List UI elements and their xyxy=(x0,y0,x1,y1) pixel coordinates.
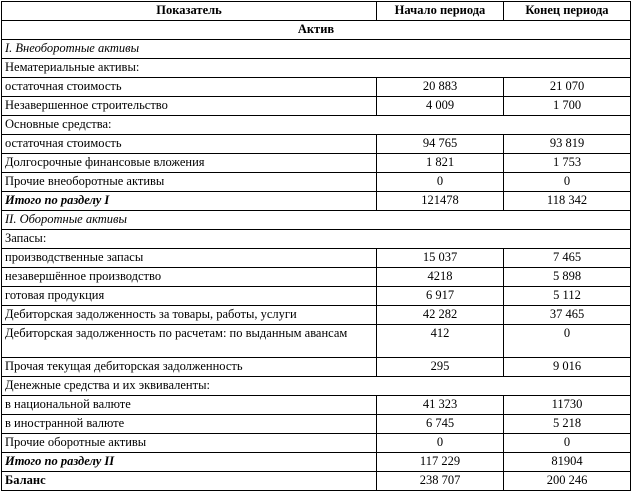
value-period-end: 9 016 xyxy=(504,358,631,377)
header-period-end: Конец периода xyxy=(504,2,631,21)
table-row xyxy=(2,59,631,78)
row-label: Итого по разделу I xyxy=(2,192,377,211)
table-row xyxy=(2,135,631,154)
value-period-end: 5 112 xyxy=(504,287,631,306)
row-label: Долгосрочные финансовые вложения xyxy=(2,154,377,173)
row-label: Дебиторская задолженность по расчетам: по выданным авансам xyxy=(2,325,377,358)
value-period-end: 5 218 xyxy=(504,415,631,434)
value-period-start: 42 282 xyxy=(377,306,504,325)
group-label: Запасы: xyxy=(2,230,631,249)
value-period-start: 6 917 xyxy=(377,287,504,306)
table-row xyxy=(2,230,631,249)
value-period-end: 1 700 xyxy=(504,97,631,116)
value-period-start: 238 707 xyxy=(377,472,504,491)
value-period-end: 0 xyxy=(504,325,631,358)
value-period-end: 93 819 xyxy=(504,135,631,154)
header-indicator: Показатель xyxy=(2,2,377,21)
section-title: II. Оборотные активы xyxy=(2,211,631,230)
value-period-start: 1 821 xyxy=(377,154,504,173)
value-period-end: 1 753 xyxy=(504,154,631,173)
row-label: Дебиторская задолженность за товары, работы, услуги xyxy=(2,306,377,325)
value-period-end: 11730 xyxy=(504,396,631,415)
table-row xyxy=(2,287,631,306)
table-row xyxy=(2,396,631,415)
table-row xyxy=(2,472,631,491)
table-body xyxy=(2,21,631,491)
value-period-end: 0 xyxy=(504,173,631,192)
row-label: незавершённое производство xyxy=(2,268,377,287)
row-label: в иностранной валюте xyxy=(2,415,377,434)
value-period-start: 295 xyxy=(377,358,504,377)
table-row xyxy=(2,211,631,230)
table-row xyxy=(2,173,631,192)
group-label: Денежные средства и их эквиваленты: xyxy=(2,377,631,396)
row-label: Итого по разделу II xyxy=(2,453,377,472)
row-label: остаточная стоимость xyxy=(2,78,377,97)
value-period-end: 21 070 xyxy=(504,78,631,97)
value-period-start: 6 745 xyxy=(377,415,504,434)
table-row xyxy=(2,154,631,173)
value-period-end: 37 465 xyxy=(504,306,631,325)
table-row xyxy=(2,249,631,268)
value-period-end: 0 xyxy=(504,434,631,453)
table-row xyxy=(2,358,631,377)
value-period-start: 20 883 xyxy=(377,78,504,97)
table-row xyxy=(2,21,631,40)
table-row xyxy=(2,78,631,97)
value-period-end: 118 342 xyxy=(504,192,631,211)
value-period-start: 41 323 xyxy=(377,396,504,415)
row-label: Баланс xyxy=(2,472,377,491)
table-row xyxy=(2,192,631,211)
value-period-start: 117 229 xyxy=(377,453,504,472)
group-label: Нематериальные активы: xyxy=(2,59,631,78)
row-label: в национальной валюте xyxy=(2,396,377,415)
table-row xyxy=(2,306,631,325)
header-period-start: Начало периода xyxy=(377,2,504,21)
table-row xyxy=(2,40,631,59)
value-period-start: 121478 xyxy=(377,192,504,211)
value-period-start: 0 xyxy=(377,434,504,453)
row-label: остаточная стоимость xyxy=(2,135,377,154)
table-row xyxy=(2,453,631,472)
table-header-row xyxy=(2,2,631,21)
value-period-start: 15 037 xyxy=(377,249,504,268)
table-row xyxy=(2,415,631,434)
table-row xyxy=(2,268,631,287)
row-label: производственные запасы xyxy=(2,249,377,268)
value-period-end: 81904 xyxy=(504,453,631,472)
table-row xyxy=(2,97,631,116)
value-period-end: 7 465 xyxy=(504,249,631,268)
row-label: готовая продукция xyxy=(2,287,377,306)
value-period-start: 4 009 xyxy=(377,97,504,116)
value-period-start: 4218 xyxy=(377,268,504,287)
row-label: Прочие внеоборотные активы xyxy=(2,173,377,192)
section-heading: Актив xyxy=(2,21,631,40)
value-period-end: 5 898 xyxy=(504,268,631,287)
row-label: Незавершенное строительство xyxy=(2,97,377,116)
table-row xyxy=(2,325,631,358)
value-period-end: 200 246 xyxy=(504,472,631,491)
value-period-start: 0 xyxy=(377,173,504,192)
table-row xyxy=(2,377,631,396)
table-row xyxy=(2,116,631,135)
section-title: I. Внеоборотные активы xyxy=(2,40,631,59)
table-row xyxy=(2,434,631,453)
group-label: Основные средства: xyxy=(2,116,631,135)
row-label: Прочие оборотные активы xyxy=(2,434,377,453)
value-period-start: 412 xyxy=(377,325,504,358)
row-label: Прочая текущая дебиторская задолженность xyxy=(2,358,377,377)
balance-table xyxy=(1,1,631,491)
value-period-start: 94 765 xyxy=(377,135,504,154)
